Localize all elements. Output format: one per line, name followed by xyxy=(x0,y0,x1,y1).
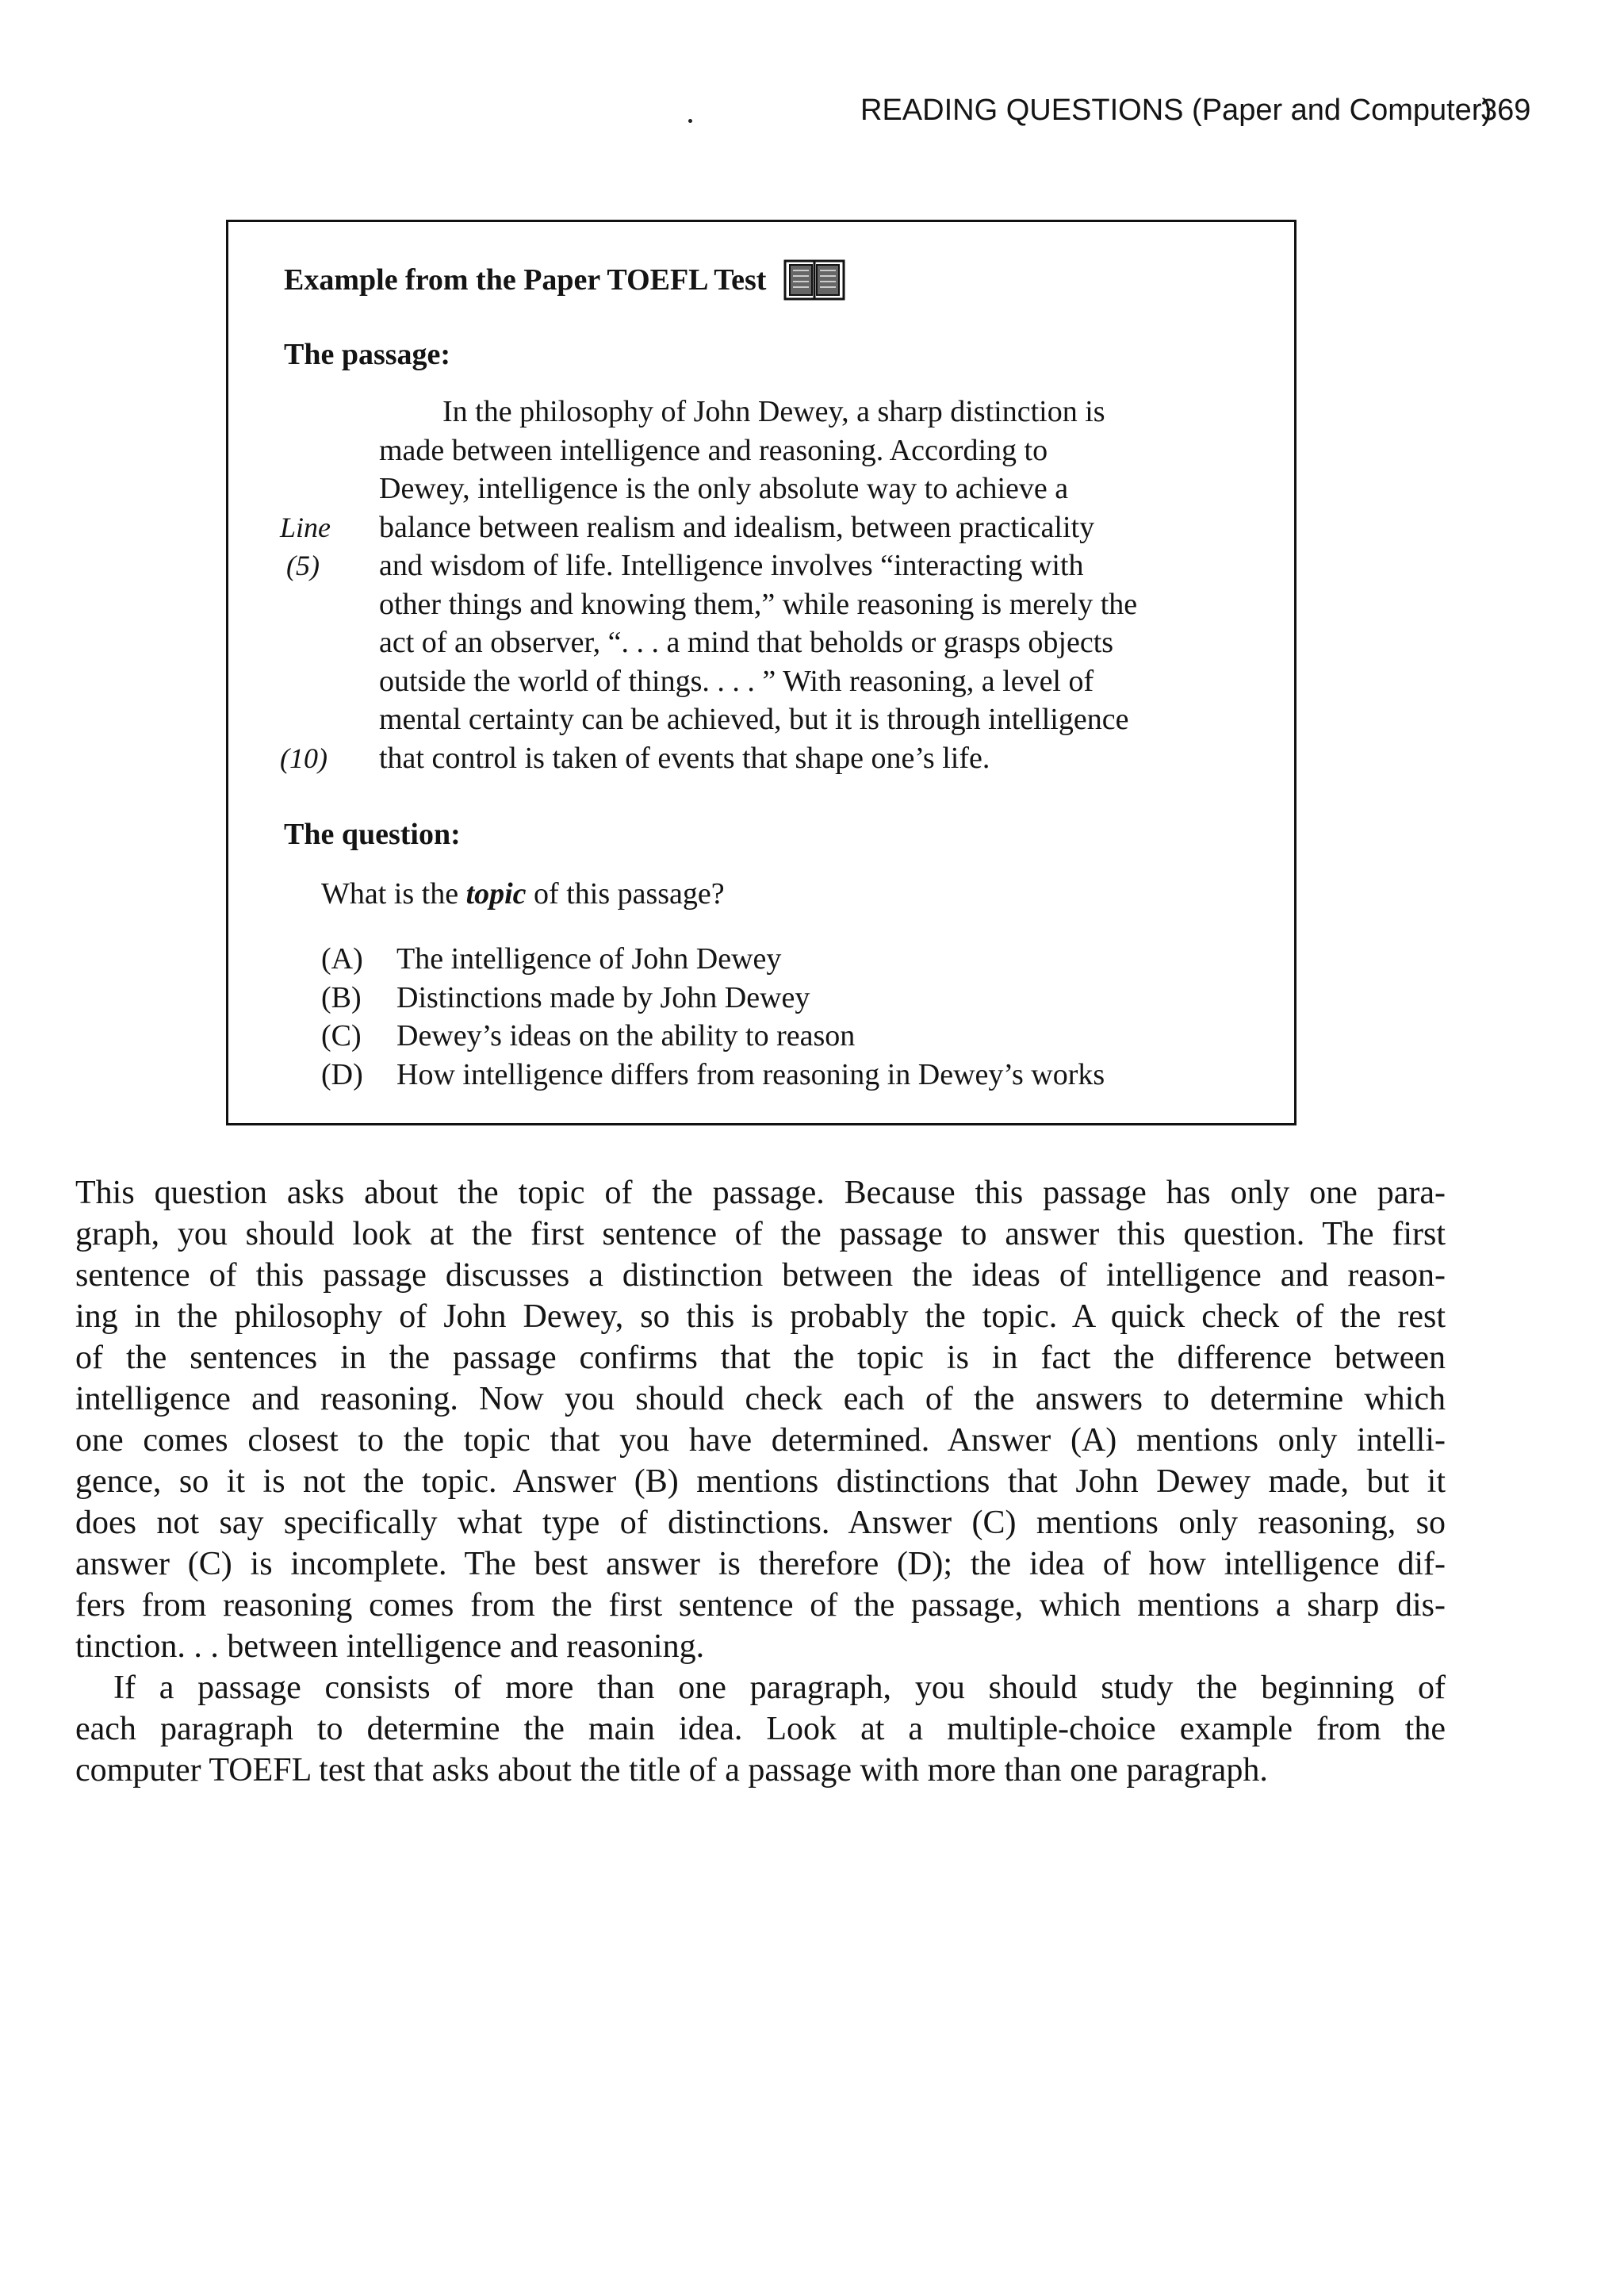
passage-text xyxy=(379,393,1137,777)
answer-text: Distinctions made by John Dewey xyxy=(396,980,810,1014)
question-text xyxy=(321,876,725,911)
answer-text: Dewey’s ideas on the ability to reason xyxy=(396,1019,856,1052)
answer-a xyxy=(321,940,1105,979)
body-line: fers from reasoning comes from the first sentence of the passage, which mentions a sharp dis- xyxy=(75,1587,1446,1624)
running-head: READING QUESTIONS (Paper and Computer) xyxy=(860,94,1492,127)
passage-heading: The passage: xyxy=(284,338,451,371)
answer-letter: (D) xyxy=(321,1057,363,1091)
passage-line: balance between realism and idealism, between practicality xyxy=(379,510,1095,544)
answer-letter: (B) xyxy=(321,980,362,1014)
body-line: does not say specifically what type of distinctions. Answer (C) mentions only reasoning, so xyxy=(75,1505,1446,1541)
body-line: of the sentences in the passage confirms that the topic is in fact the difference between xyxy=(75,1340,1446,1376)
answer-text: How intelligence differs from reasoning in Dewey’s works xyxy=(396,1057,1105,1091)
passage-line: that control is taken of events that shape one’s life. xyxy=(379,741,990,775)
example-heading-text: Example from the Paper TOEFL Test xyxy=(284,263,767,297)
passage-line: other things and knowing them,” while reasoning is merely the xyxy=(379,587,1138,621)
answer-text: The intelligence of John Dewey xyxy=(396,942,782,976)
body-line: intelligence and reasoning. Now you should check each of the answers to determine which xyxy=(75,1381,1446,1417)
body-line: gence, so it is not the topic. Answer (B) mentions distinctions that John Dewey made, but it xyxy=(75,1463,1446,1500)
answer-letter: (A) xyxy=(321,942,363,976)
answer-letter: (C) xyxy=(321,1019,362,1052)
body-line: graph, you should look at the first sentence of the passage to answer this question. The first xyxy=(75,1216,1446,1252)
body-line: each paragraph to determine the main idea. Look at a multiple-choice example from the xyxy=(75,1711,1446,1747)
line-markers xyxy=(280,393,331,777)
passage-line: outside the world of things. . . . ” With reasoning, a level of xyxy=(379,664,1094,698)
body-line: one comes closest to the topic that you have determined. Answer (A) mentions only intelli- xyxy=(75,1422,1446,1459)
answer-c xyxy=(321,1017,1105,1056)
example-heading xyxy=(284,258,845,302)
body-line: This question asks about the topic of the passage. Because this passage has only one para- xyxy=(75,1175,1446,1211)
question-heading: The question: xyxy=(284,818,461,851)
body-line: tinction. . . between intelligence and reasoning. xyxy=(75,1628,705,1665)
passage-line: and wisdom of life. Intelligence involves “interacting with xyxy=(379,549,1084,582)
book-icon xyxy=(783,258,845,302)
line-marker-line: Line xyxy=(280,511,331,543)
answer-d xyxy=(321,1056,1105,1095)
body-line: sentence of this passage discusses a distinction between the ideas of intelligence and reason- xyxy=(75,1257,1446,1294)
explanation-body xyxy=(75,1172,1446,1791)
passage-line: made between intelligence and reasoning. According to xyxy=(379,433,1048,467)
question-after: of this passage? xyxy=(526,877,725,911)
line-marker-5: (5) xyxy=(286,550,320,581)
body-line: answer (C) is incomplete. The best answer is therefore (D); the idea of how intelligence dif- xyxy=(75,1546,1446,1582)
question-emphasis: topic xyxy=(465,877,527,911)
header-dot xyxy=(688,119,692,123)
passage-line: In the philosophy of John Dewey, a sharp distinction is xyxy=(442,395,1105,428)
passage-line: act of an observer, “. . . a mind that beholds or grasps objects xyxy=(379,626,1114,659)
question-before: What is the xyxy=(321,877,466,911)
answer-list xyxy=(321,940,1105,1094)
answer-b xyxy=(321,979,1105,1018)
body-line: computer TOEFL test that asks about the title of a passage with more than one paragraph. xyxy=(75,1752,1268,1789)
example-box xyxy=(226,220,1297,1125)
line-marker-10: (10) xyxy=(280,742,327,774)
body-line: ing in the philosophy of John Dewey, so this is probably the topic. A quick check of the rest xyxy=(75,1298,1446,1335)
body-line: If a passage consists of more than one paragraph, you should study the beginning of xyxy=(113,1670,1446,1706)
passage-line: Dewey, intelligence is the only absolute way to achieve a xyxy=(379,472,1069,505)
passage-line: mental certainty can be achieved, but it is through intelligence xyxy=(379,703,1129,736)
page-number: 369 xyxy=(1480,94,1531,127)
